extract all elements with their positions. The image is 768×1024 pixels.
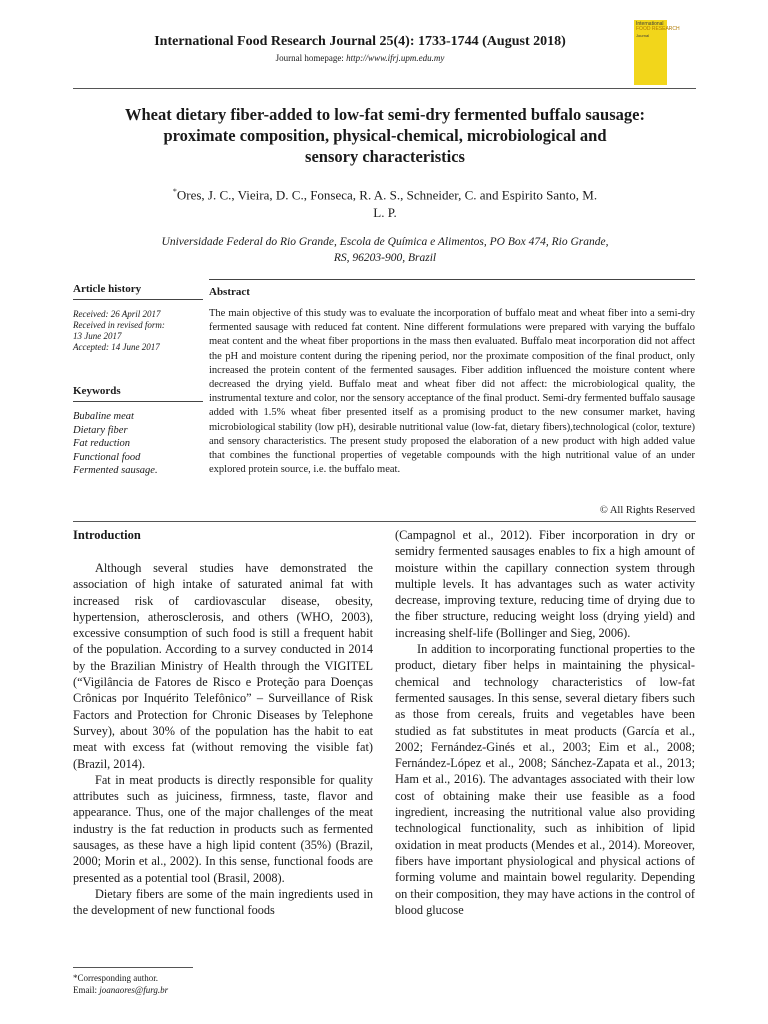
abstract-top-rule <box>209 279 695 280</box>
article-history-list <box>73 309 203 353</box>
author-list <box>110 183 660 222</box>
abstract-body: The main objective of this study was to evaluate the incorporation of buffalo meat and wheat fiber into a semi-dry fermented sausage with reduced fat content. Nine different formulations were prepared with varying the buffalo meat content and the wheat fiber proportions in the mass then evaluated. Buffalo meat incorporation did not affect the pH and moisture content during the ripening period, nor the proximate composition of the final product, only increased the protein content of the fermented sausages. Fiber addition influenced the moisture content where decreased the drying yield. Buffalo meat and wheat fiber did not affect: the microbiological quality, the instrumental texture and color, nor the sensory acceptance of the final product. Semi-dry fermented buffalo sausage added with 1.5% wheat fiber presented itself as a promising product to the new consumer market, having microbiological stability (low pH), desirable nutritional value (low-fat, dietary fibers),technological (color, texture) and sensory characteristics. The present study proposed the elaboration of a new product with high added value that combines the functional properties of vegetable compounds with the high nutritional value of an under explored protein source, i.e. the buffalo meat. <box>209 308 695 476</box>
journal-logo <box>634 20 680 85</box>
header-divider <box>73 88 696 89</box>
keywords-rule <box>73 401 203 402</box>
article-history-heading: Article history <box>73 283 142 295</box>
footnote <box>73 972 373 996</box>
keyword-item: Functional food <box>73 451 141 463</box>
article-history-rule <box>73 299 203 300</box>
history-item: 13 June 2017 <box>73 331 122 341</box>
abstract-heading: Abstract <box>209 286 250 298</box>
abstract-divider <box>73 521 696 522</box>
paragraph: In addition to incorporating functional properties to the product, dietary fiber helps in maintaining the physical-chemical and technology characteristics of low-fat fermented sausages. In this sense, several dietary fibers such as those from cereals, fruits and vegetables have been studied as fat substitutes in meat products (García et al., 2002; Fernández-Ginés et al., 2003; Eim et al., 2008; Fernández-López et al., 2008; Sánchez-Zapata et al., 2013; Ham et al., 2016). The advantages associated with their low cost of obtaining make their use feasible as a food ingredient, increasing the nutritional value also providing technological functionality, such as inhibition of lipid oxidation in meat products (Mendes et al., 2014). Moreover, fibers have important physiological and physical actions of forming volume and maintain bowel regularity. Depending on their composition, they may have actions in the control of blood glucose <box>395 642 695 917</box>
paragraph: (Campagnol et al., 2012). Fiber incorporation in dry or semidry fermented sausages enables to fix a high amount of moisture within the capillary connection system through multiple levels. It has advantages such as water activity decrease, improving texture, reducing time of drying due to the fiber structure, reducing weight loss (drying yield) and increasing shelf-life (Bollinger and Sieg, 2006). <box>395 528 695 640</box>
paragraph: Although several studies have demonstrated the association of high intake of saturated animal fat with increased risk of cardiovascular disease, obesity, hypertension, atherosclerosis, and others (WHO, 2003), excessive consumption of such food is still a frequent habit of the population. According to a survey conducted in 2014 by the Brazilian Ministry of Health through the VIGITEL (“Vigilância de Fatores de Risco e Proteção para Doenças Crônicas por Inquérito Telefônico” – Surveillance of Risk Factors and Protection for Chronic Diseases by Telephone Survey), about 30% of the population has the habit to eat meat with excess fat (without removing the visible fat) (Brazil, 2014). <box>73 561 373 771</box>
affiliation-line: Universidade Federal do Rio Grande, Escola de Química e Alimentos, PO Box 474, Rio Grande, <box>161 236 609 248</box>
keyword-item: Dietary fiber <box>73 424 128 436</box>
corresponding-marker: * <box>172 187 177 196</box>
authors-line <box>110 183 660 204</box>
keyword-item: Fat reduction <box>73 438 131 449</box>
keywords-heading: Keywords <box>73 385 121 397</box>
title-line: Wheat dietary fiber-added to low-fat semi-dry fermented buffalo sausage: <box>125 105 645 124</box>
affiliation <box>100 234 670 266</box>
introduction-heading: Introduction <box>73 528 141 542</box>
paragraph: Dietary fibers are some of the main ingredients used in the development of new functional foods <box>73 886 373 918</box>
title-line: sensory characteristics <box>305 147 465 166</box>
keyword-list <box>73 410 203 478</box>
affiliation-line: RS, 96203-900, Brazil <box>333 252 437 264</box>
article-title <box>80 104 690 167</box>
homepage-label: Journal homepage: <box>275 53 344 63</box>
paragraph: Fat in meat products is directly responsible for quality attributes such as juiciness, firmness, taste, flavor and appearance. Thus, one of the major challenges of the meat industry is the fat reduction in products such as fermented sausages, as these have a high lipid content (35%) (Brazil, 2000; Morin et al., 2002). In this sense, functional foods are presented as a potential tool (Brasil, 2008). <box>73 772 373 885</box>
history-item: Received: 26 April 2017 <box>73 309 161 319</box>
footnote-divider <box>73 967 193 968</box>
history-item: Received in revised form: <box>73 320 165 330</box>
email-line <box>73 984 373 996</box>
logo-text-line2: FOOD RESEARCH <box>636 26 680 32</box>
email-address[interactable]: joanaores@furg.br <box>99 985 169 995</box>
logo-text-line3: Journal <box>636 33 650 38</box>
body-column-right <box>395 527 695 918</box>
logo-text-line1: International <box>636 21 664 27</box>
journal-homepage <box>110 53 610 63</box>
email-label: Email: <box>73 985 97 995</box>
homepage-link[interactable]: http://www.ifrj.upm.edu.my <box>346 53 445 63</box>
body-column-left <box>73 560 373 919</box>
journal-title: International Food Research Journal 25(4): 1733-1744 (August 2018) <box>154 34 566 49</box>
corresponding-author-note: *Corresponding author. <box>73 973 158 983</box>
keyword-item: Fermented sausage. <box>73 465 158 476</box>
title-line: proximate composition, physical-chemical, microbiological and <box>163 126 607 145</box>
copyright-notice: © All Rights Reserved <box>599 505 695 516</box>
authors-text: Ores, J. C., Vieira, D. C., Fonseca, R. A. S., Schneider, C. and Espirito Santo, M. <box>176 187 598 203</box>
authors-line: L. P. <box>373 205 397 221</box>
history-item: Accepted: 14 June 2017 <box>73 342 160 352</box>
keyword-item: Bubaline meat <box>73 411 134 422</box>
